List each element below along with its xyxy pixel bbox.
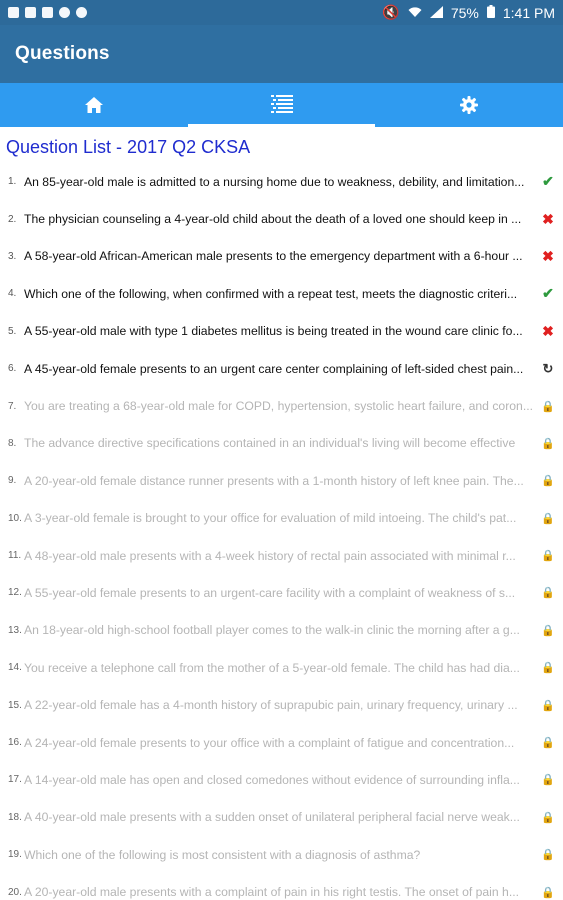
lock-icon: 🔒 [541,699,555,712]
question-number: 9. [8,475,17,487]
question-text: The physician counseling a 4-year-old child about the death of a loved one should keep in ... [24,212,522,227]
question-number: 6. [8,363,17,375]
question-text: A 20-year-old male presents with a complaint of pain in his right testis. The onset of pain h... [24,885,519,900]
question-row[interactable] [0,724,563,761]
question-row[interactable] [0,387,563,424]
tab-home[interactable] [0,83,188,127]
question-number: 17. [8,774,22,786]
question-row[interactable] [0,537,563,574]
question-row[interactable] [0,612,563,649]
question-text: A 45-year-old female presents to an urgent care center complaining of left-sided chest pain... [24,361,524,376]
question-list [0,163,563,900]
lock-icon: 🔒 [541,512,555,525]
question-number: 13. [8,624,22,636]
tab-question-list[interactable] [188,83,376,127]
notification-icons [8,7,87,18]
gear-icon [460,96,478,114]
question-number: 16. [8,737,22,749]
signal-icon [430,5,443,21]
question-text: You are treating a 68-year-old male for COPD, hypertension, systolic heart failure, and coron... [24,399,533,414]
check-icon: ✔ [542,173,554,190]
lock-icon: 🔒 [541,774,555,787]
question-number: 18. [8,811,22,823]
question-text: The advance directive specifications contained in an individual's living will become effective [24,436,516,451]
question-row[interactable] [0,686,563,723]
wechat-icon [59,7,70,18]
question-text: An 85-year-old male is admitted to a nursing home due to weakness, debility, and limitation... [24,174,525,189]
question-text: A 55-year-old male with type 1 diabetes mellitus is being treated in the wound care clinic fo... [24,324,523,339]
lock-icon: 🔒 [541,662,555,675]
question-list-title: Question List - 2017 Q2 CKSA [6,137,251,157]
lock-icon: 🔒 [541,737,555,750]
image-icon [42,7,53,18]
question-number: 4. [8,288,17,300]
question-text: A 48-year-old male presents with a 4-week history of rectal pain associated with minimal r... [24,548,516,563]
clock: 1:41 PM [502,4,555,21]
question-text: A 3-year-old female is brought to your office for evaluation of mild intoeing. The child's pat... [24,511,517,526]
lock-icon: 🔒 [541,400,555,413]
mute-icon: 🔇 [382,4,400,20]
question-number: 1. [8,176,17,188]
battery-level: 75% [450,4,479,21]
lock-icon: 🔒 [541,437,555,450]
question-row[interactable] [0,462,563,499]
question-row[interactable] [0,649,563,686]
question-row[interactable] [0,238,563,275]
cross-icon: ✖ [542,247,554,264]
refresh-icon: ↻ [542,360,554,376]
list-icon [271,95,293,113]
status-bar [0,0,563,25]
question-row[interactable] [0,836,563,873]
question-text: A 14-year-old male has open and closed comedones without evidence of surrounding infla... [24,772,520,787]
question-row[interactable] [0,500,563,537]
lock-icon: 🔒 [541,811,555,824]
question-number: 11. [8,550,22,562]
lock-icon: 🔒 [541,849,555,862]
tab-settings[interactable] [375,83,563,127]
page-title: Questions [15,43,110,64]
question-row[interactable] [0,200,563,237]
question-number: 3. [8,250,17,262]
tab-bar [0,83,563,127]
question-number: 5. [8,325,17,337]
cross-icon: ✖ [542,322,554,339]
facebook-icon [8,7,19,18]
lock-icon: 🔒 [541,886,555,899]
question-text: A 20-year-old female distance runner presents with a 1-month history of left knee pain. The... [24,473,524,488]
home-icon [85,97,103,113]
battery-icon [487,5,495,21]
question-text: Which one of the following is most consistent with a diagnosis of asthma? [24,847,421,862]
question-text: A 22-year-old female has a 4-month history of suprapubic pain, urinary frequency, urinary ... [24,698,518,713]
flipboard-icon [25,7,36,18]
question-row[interactable] [0,873,563,900]
question-text: Which one of the following, when confirmed with a repeat test, meets the diagnostic criteri... [24,286,518,301]
question-number: 10. [8,512,22,524]
question-text: A 55-year-old female presents to an urgent-care facility with a complaint of weakness of s... [24,585,516,600]
wifi-icon [408,5,422,21]
question-row[interactable] [0,275,563,312]
question-number: 19. [8,849,22,861]
question-number: 14. [8,662,22,674]
system-icons [382,4,555,21]
question-text: A 40-year-old male presents with a sudden onset of unilateral peripheral facial nerve weak... [24,810,520,825]
question-text: An 18-year-old high-school football player comes to the walk-in clinic the morning after a g... [24,623,520,638]
question-row[interactable] [0,163,563,200]
question-row[interactable] [0,761,563,798]
question-number: 8. [8,437,17,449]
messenger-icon [76,7,87,18]
question-row[interactable] [0,425,563,462]
question-text: A 24-year-old female presents to your office with a complaint of fatigue and concentration... [24,735,515,750]
question-row[interactable] [0,799,563,836]
lock-icon: 🔒 [541,624,555,637]
question-text: A 58-year-old African-American male presents to the emergency department with a 6-hour ... [24,249,523,264]
question-number: 20. [8,886,22,898]
lock-icon: 🔒 [541,550,555,563]
question-row[interactable] [0,313,563,350]
question-row[interactable] [0,574,563,611]
cross-icon: ✖ [542,210,554,227]
question-number: 12. [8,587,22,599]
lock-icon: 🔒 [541,587,555,600]
question-text: You receive a telephone call from the mother of a 5-year-old female. The child has had dia... [24,660,520,675]
lock-icon: 🔒 [541,475,555,488]
check-icon: ✔ [542,285,554,302]
app-bar [0,25,563,83]
question-row[interactable] [0,350,563,387]
question-number: 7. [8,400,17,412]
question-number: 15. [8,699,22,711]
question-number: 2. [8,213,17,225]
